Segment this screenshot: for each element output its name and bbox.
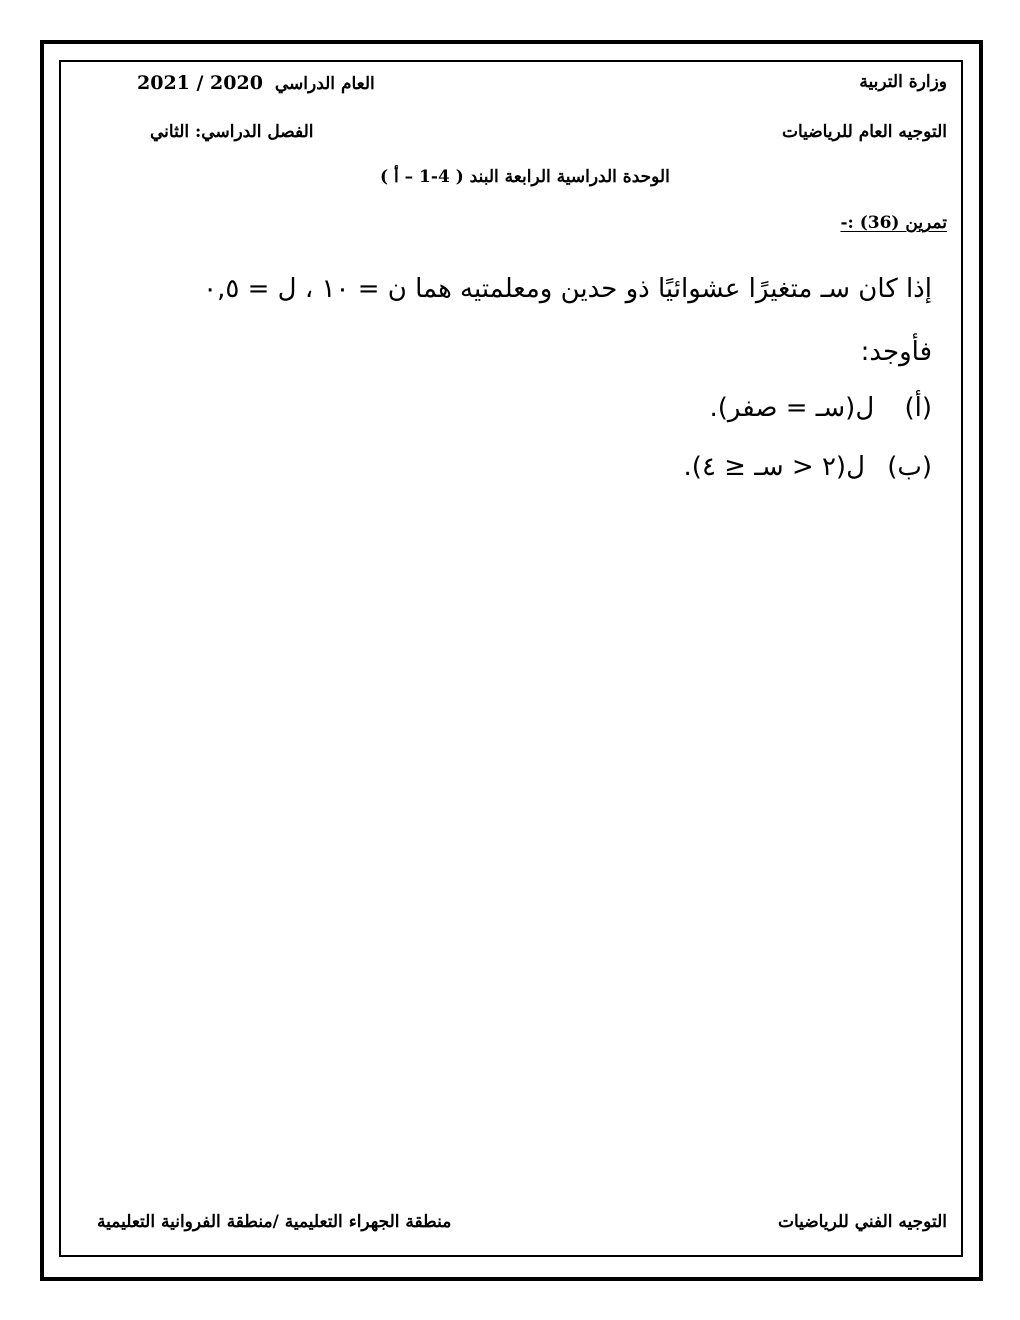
footer-districts: منطقة الجهراء التعليمية /منطقة الفروانية التعليمية [97,1212,452,1232]
part-a-expression: ل(سـ = صفر). [709,393,875,423]
footer-guidance: التوجيه الفني للرياضيات [777,1212,947,1232]
find-label: فأوجد: [860,337,932,367]
part-b [684,452,932,482]
ministry-label: وزارة التربية [859,72,947,92]
part-a [709,393,932,423]
unit-title: الوحدة الدراسية الرابعة البند ( 4-1 – أ ) [380,167,670,187]
exercise-title: تمرين (36) :- [840,213,947,233]
part-b-expression: ل(٢ < سـ ≤ ٤). [683,452,865,482]
part-a-label: (أ) [904,393,932,423]
page-inner-border [59,60,963,1257]
academic-year-label: العام الدراسي [274,74,375,94]
exercise-statement: إذا كان سـ متغيرًا عشوائيًا ذو حدين ومعلمتيه هما ن = ١٠ ، ل = ٠,٥ [203,274,932,304]
guidance-label: التوجيه العام للرياضيات [781,122,947,142]
part-b-label: (ب) [887,452,932,482]
semester-label: الفصل الدراسي: الثاني [150,122,314,142]
academic-year [137,72,375,94]
academic-year-value: 2021 / 2020 [137,72,263,94]
